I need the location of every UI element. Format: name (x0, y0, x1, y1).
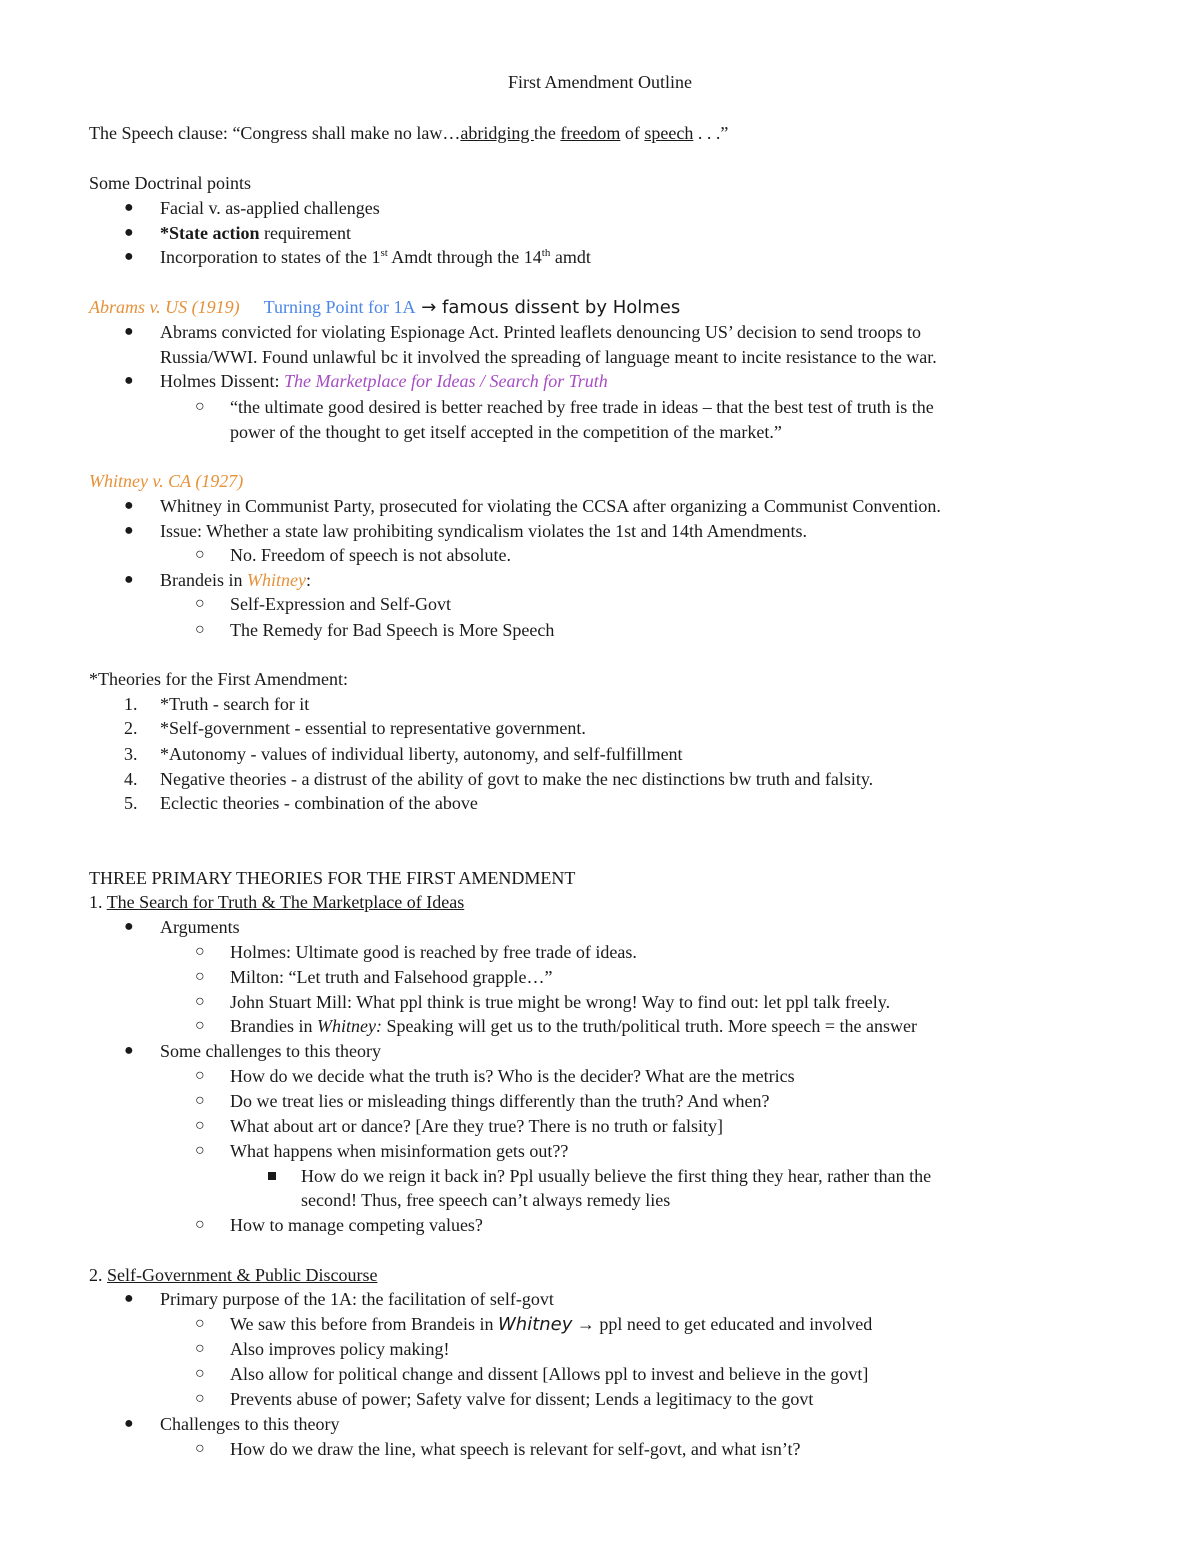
circle-bullet-icon: ○ (195, 1365, 205, 1382)
list-item: How do we reign it back in? Ppl usually believe the first thing they hear, rather than the (301, 1166, 932, 1186)
list-item-continuation: Russia/WWI. Found unlawful bc it involved the spreading of language meant to incite resistance to the war. (160, 347, 937, 367)
bullet-icon: ● (124, 199, 134, 216)
list-item: Incorporation to states of the 1st Amdt through the 14th amdt (160, 247, 591, 267)
speech-clause: The Speech clause: “Congress shall make no law…abridging the freedom of speech . . .” (89, 123, 729, 143)
bullet-icon: ● (124, 918, 134, 935)
circle-bullet-icon: ○ (195, 1340, 205, 1357)
case-heading-whitney: Whitney v. CA (1927) (89, 471, 244, 491)
list-number: 3. (124, 744, 138, 764)
list-item: *State action requirement (160, 223, 351, 243)
bullet-icon: ● (124, 372, 134, 389)
bullet-icon: ● (124, 1290, 134, 1307)
circle-bullet-icon: ○ (195, 993, 205, 1010)
bullet-icon: ● (124, 497, 134, 514)
list-item: Prevents abuse of power; Safety valve for dissent; Lends a legitimacy to the govt (230, 1389, 814, 1409)
section-heading: THREE PRIMARY THEORIES FOR THE FIRST AMENDMENT (89, 868, 576, 888)
list-item: Holmes: Ultimate good is reached by free trade of ideas. (230, 942, 637, 962)
circle-bullet-icon: ○ (195, 1092, 205, 1109)
list-item: Facial v. as-applied challenges (160, 198, 380, 218)
bullet-icon: ● (124, 1042, 134, 1059)
list-item: Do we treat lies or misleading things differently than the truth? And when? (230, 1091, 770, 1111)
list-number: 1. (124, 694, 138, 714)
circle-bullet-icon: ○ (195, 398, 205, 415)
list-item: Whitney in Communist Party, prosecuted for violating the CCSA after organizing a Communist Convention. (160, 496, 941, 516)
circle-bullet-icon: ○ (195, 1017, 205, 1034)
list-item: Self-Expression and Self-Govt (230, 594, 451, 614)
list-item: “the ultimate good desired is better reached by free trade in ideas – that the best test of truth is the (230, 397, 934, 417)
list-item: Brandeis in Whitney: (160, 570, 311, 590)
list-item: We saw this before from Brandeis in Whitney → ppl need to get educated and involved (230, 1314, 873, 1335)
subsection-title-2: 2. Self-Government & Public Discourse (89, 1265, 378, 1285)
list-item: How do we draw the line, what speech is relevant for self-govt, and what isn’t? (230, 1439, 801, 1459)
circle-bullet-icon: ○ (195, 968, 205, 985)
list-item: John Stuart Mill: What ppl think is true might be wrong! Way to find out: let ppl talk freely. (230, 992, 891, 1012)
list-item: *Autonomy - values of individual liberty, autonomy, and self-fulfillment (160, 744, 683, 764)
bullet-icon: ● (124, 224, 134, 241)
list-item: Issue: Whether a state law prohibiting syndicalism violates the 1st and 14th Amendments. (160, 521, 808, 541)
list-item: *Truth - search for it (160, 694, 310, 714)
list-item: Also improves policy making! (230, 1339, 450, 1359)
subsection-title-1: 1. The Search for Truth & The Marketplace of Ideas (89, 892, 465, 912)
list-item: Some challenges to this theory (160, 1041, 381, 1061)
case-heading-abrams: Abrams v. US (1919) Turning Point for 1A → famous dissent by Holmes (89, 297, 681, 318)
circle-bullet-icon: ○ (195, 1067, 205, 1084)
list-item: *Self-government - essential to representative government. (160, 718, 586, 738)
doctrinal-heading: Some Doctrinal points (89, 173, 251, 193)
list-item: Holmes Dissent: The Marketplace for Ideas / Search for Truth (160, 371, 608, 391)
list-item-continuation: power of the thought to get itself accepted in the competition of the market.” (230, 422, 782, 442)
list-item: Challenges to this theory (160, 1414, 340, 1434)
list-item: Abrams convicted for violating Espionage Act. Printed leaflets denouncing US’ decision to send troops to (160, 322, 922, 342)
list-item: Primary purpose of the 1A: the facilitation of self-govt (160, 1289, 554, 1309)
bullet-icon: ● (124, 323, 134, 340)
list-item: Eclectic theories - combination of the above (160, 793, 478, 813)
bullet-icon: ● (124, 1415, 134, 1432)
list-item: How to manage competing values? (230, 1215, 483, 1235)
bullet-icon: ● (124, 248, 134, 265)
list-item: How do we decide what the truth is? Who is the decider? What are the metrics (230, 1066, 795, 1086)
circle-bullet-icon: ○ (195, 1315, 205, 1332)
list-number: 2. (124, 718, 138, 738)
circle-bullet-icon: ○ (195, 1216, 205, 1233)
list-item: What about art or dance? [Are they true? There is no truth or falsity] (230, 1116, 723, 1136)
bullet-icon: ● (124, 522, 134, 539)
list-item-continuation: second! Thus, free speech can’t always remedy lies (301, 1190, 671, 1210)
list-item: Also allow for political change and dissent [Allows ppl to invest and believe in the govt] (230, 1364, 869, 1384)
circle-bullet-icon: ○ (195, 1142, 205, 1159)
theories-heading: *Theories for the First Amendment: (89, 669, 348, 689)
bullet-icon: ● (124, 571, 134, 588)
list-item: Milton: “Let truth and Falsehood grapple…” (230, 967, 553, 987)
list-item: Arguments (160, 917, 240, 937)
circle-bullet-icon: ○ (195, 943, 205, 960)
list-item: Negative theories - a distrust of the ability of govt to make the nec distinctions bw truth and falsity. (160, 769, 874, 789)
square-bullet-icon (268, 1172, 276, 1180)
list-item: What happens when misinformation gets out?? (230, 1141, 569, 1161)
circle-bullet-icon: ○ (195, 621, 205, 638)
list-item: The Remedy for Bad Speech is More Speech (230, 620, 555, 640)
list-item: Brandies in Whitney: Speaking will get us to the truth/political truth. More speech = the answer (230, 1016, 918, 1036)
list-item: No. Freedom of speech is not absolute. (230, 545, 511, 565)
circle-bullet-icon: ○ (195, 1117, 205, 1134)
circle-bullet-icon: ○ (195, 1390, 205, 1407)
circle-bullet-icon: ○ (195, 546, 205, 563)
page-title: First Amendment Outline (508, 72, 692, 92)
list-number: 4. (124, 769, 138, 789)
list-number: 5. (124, 793, 138, 813)
circle-bullet-icon: ○ (195, 1440, 205, 1457)
circle-bullet-icon: ○ (195, 595, 205, 612)
